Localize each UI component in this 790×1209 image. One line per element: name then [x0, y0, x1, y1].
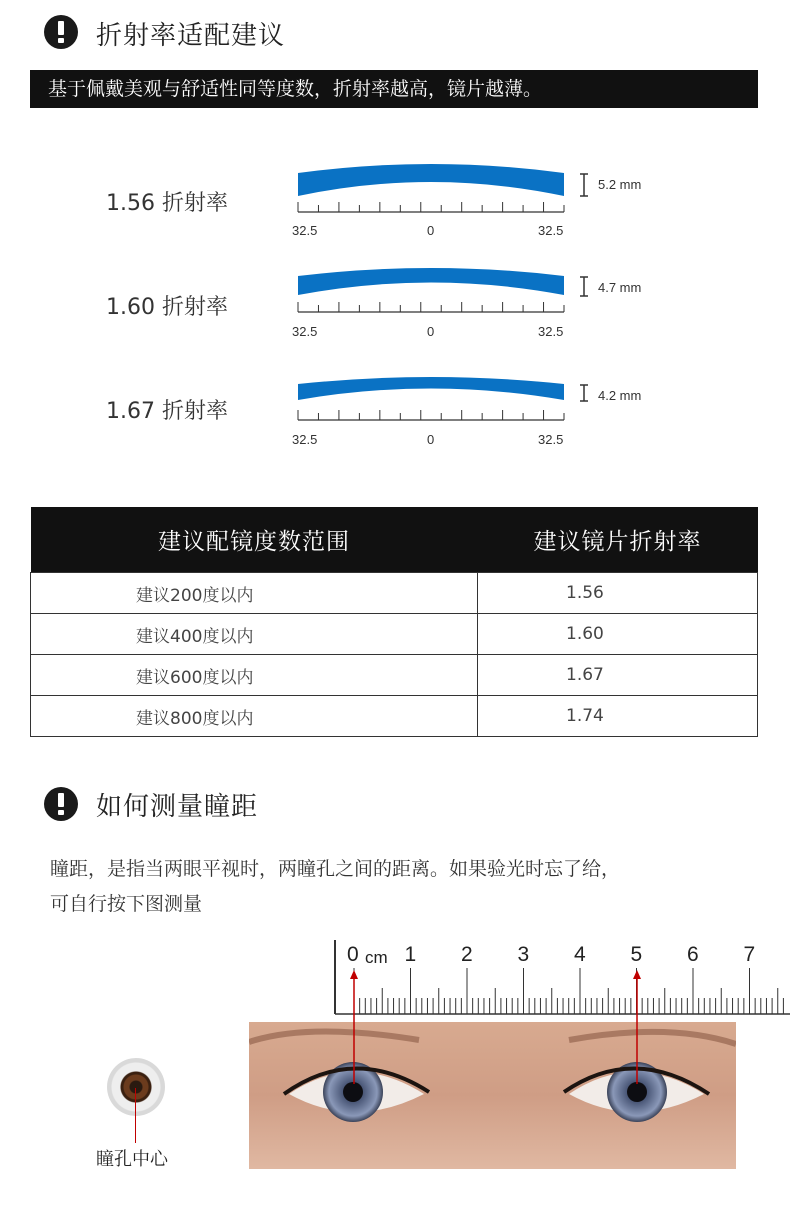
ruler-number: 2 — [461, 943, 473, 966]
ruler-zero: 0 — [347, 943, 359, 966]
lens-diagram-160 — [290, 268, 660, 338]
ruler-number: 1 — [404, 943, 417, 966]
ruler-number: 5 — [630, 943, 643, 966]
lens-thickness: 5.2 mm — [598, 177, 642, 192]
scale-ticks — [298, 302, 564, 312]
lens-shape — [298, 377, 564, 400]
lens-shape — [298, 164, 564, 196]
pd-description-line2: 可自行按下图测量 — [50, 893, 203, 915]
ruler-numbers — [405, 943, 756, 966]
scale-right: 32.5 — [538, 223, 564, 238]
pd-description — [50, 852, 750, 922]
table-cell-index: 1.56 — [478, 573, 758, 614]
pupil-pointer-line — [135, 1088, 136, 1143]
ruler-number: 3 — [517, 943, 530, 966]
lens-label-156: 1.56 折射率 — [106, 191, 228, 216]
scale-ticks — [298, 410, 564, 420]
scale-center: 0 — [427, 223, 435, 238]
scale-left: 32.5 — [292, 432, 318, 447]
table-row — [31, 614, 758, 655]
ruler-number: 6 — [687, 943, 699, 966]
ruler-number: 4 — [574, 943, 586, 966]
lens-diagram-167 — [290, 376, 660, 446]
lens-shape — [298, 268, 564, 295]
lens-label-160: 1.60 折射率 — [106, 295, 228, 320]
scale-ticks — [298, 202, 564, 212]
table-cell-range: 建议200度以内 — [31, 573, 478, 614]
pd-description-line1: 瞳距，是指当两眼平视时，两瞳孔之间的距离。如果验光时忘了给， — [50, 858, 621, 880]
ruler-unit: cm — [365, 948, 388, 967]
scale-center: 0 — [427, 324, 435, 339]
table-cell-index: 1.67 — [478, 655, 758, 696]
info-banner: 基于佩戴美观与舒适性同等度数，折射率越高，镜片越薄。 — [30, 70, 758, 108]
table-cell-index: 1.60 — [478, 614, 758, 655]
table-row — [31, 696, 758, 737]
table-header-row — [31, 507, 758, 573]
table-row — [31, 655, 758, 696]
section-title-refraction: 折射率适配建议 — [96, 21, 286, 51]
scale-right: 32.5 — [538, 324, 564, 339]
lens-diagram-156 — [290, 165, 660, 238]
exclamation-icon — [44, 787, 78, 821]
scale-left: 32.5 — [292, 324, 318, 339]
measure-lines — [340, 966, 650, 1096]
recommendation-table — [30, 507, 758, 737]
table-header-range: 建议配镜度数范围 — [31, 507, 478, 573]
pupil-center-label: 瞳孔中心 — [96, 1149, 168, 1170]
lens-thickness: 4.7 mm — [598, 280, 642, 295]
table-cell-range: 建议600度以内 — [31, 655, 478, 696]
exclamation-icon — [44, 15, 78, 49]
lens-thickness: 4.2 mm — [598, 388, 642, 403]
lens-label-167: 1.67 折射率 — [106, 399, 228, 424]
table-cell-range: 建议400度以内 — [31, 614, 478, 655]
table-cell-index: 1.74 — [478, 696, 758, 737]
scale-left: 32.5 — [292, 223, 318, 238]
table-cell-range: 建议800度以内 — [31, 696, 478, 737]
scale-center: 0 — [427, 432, 435, 447]
ruler-number: 7 — [743, 943, 756, 966]
table-row — [31, 573, 758, 614]
scale-right: 32.5 — [538, 432, 564, 447]
pupil-center-icon — [107, 1058, 165, 1116]
section-title-pd: 如何测量瞳距 — [96, 792, 259, 822]
table-header-index: 建议镜片折射率 — [478, 507, 758, 573]
